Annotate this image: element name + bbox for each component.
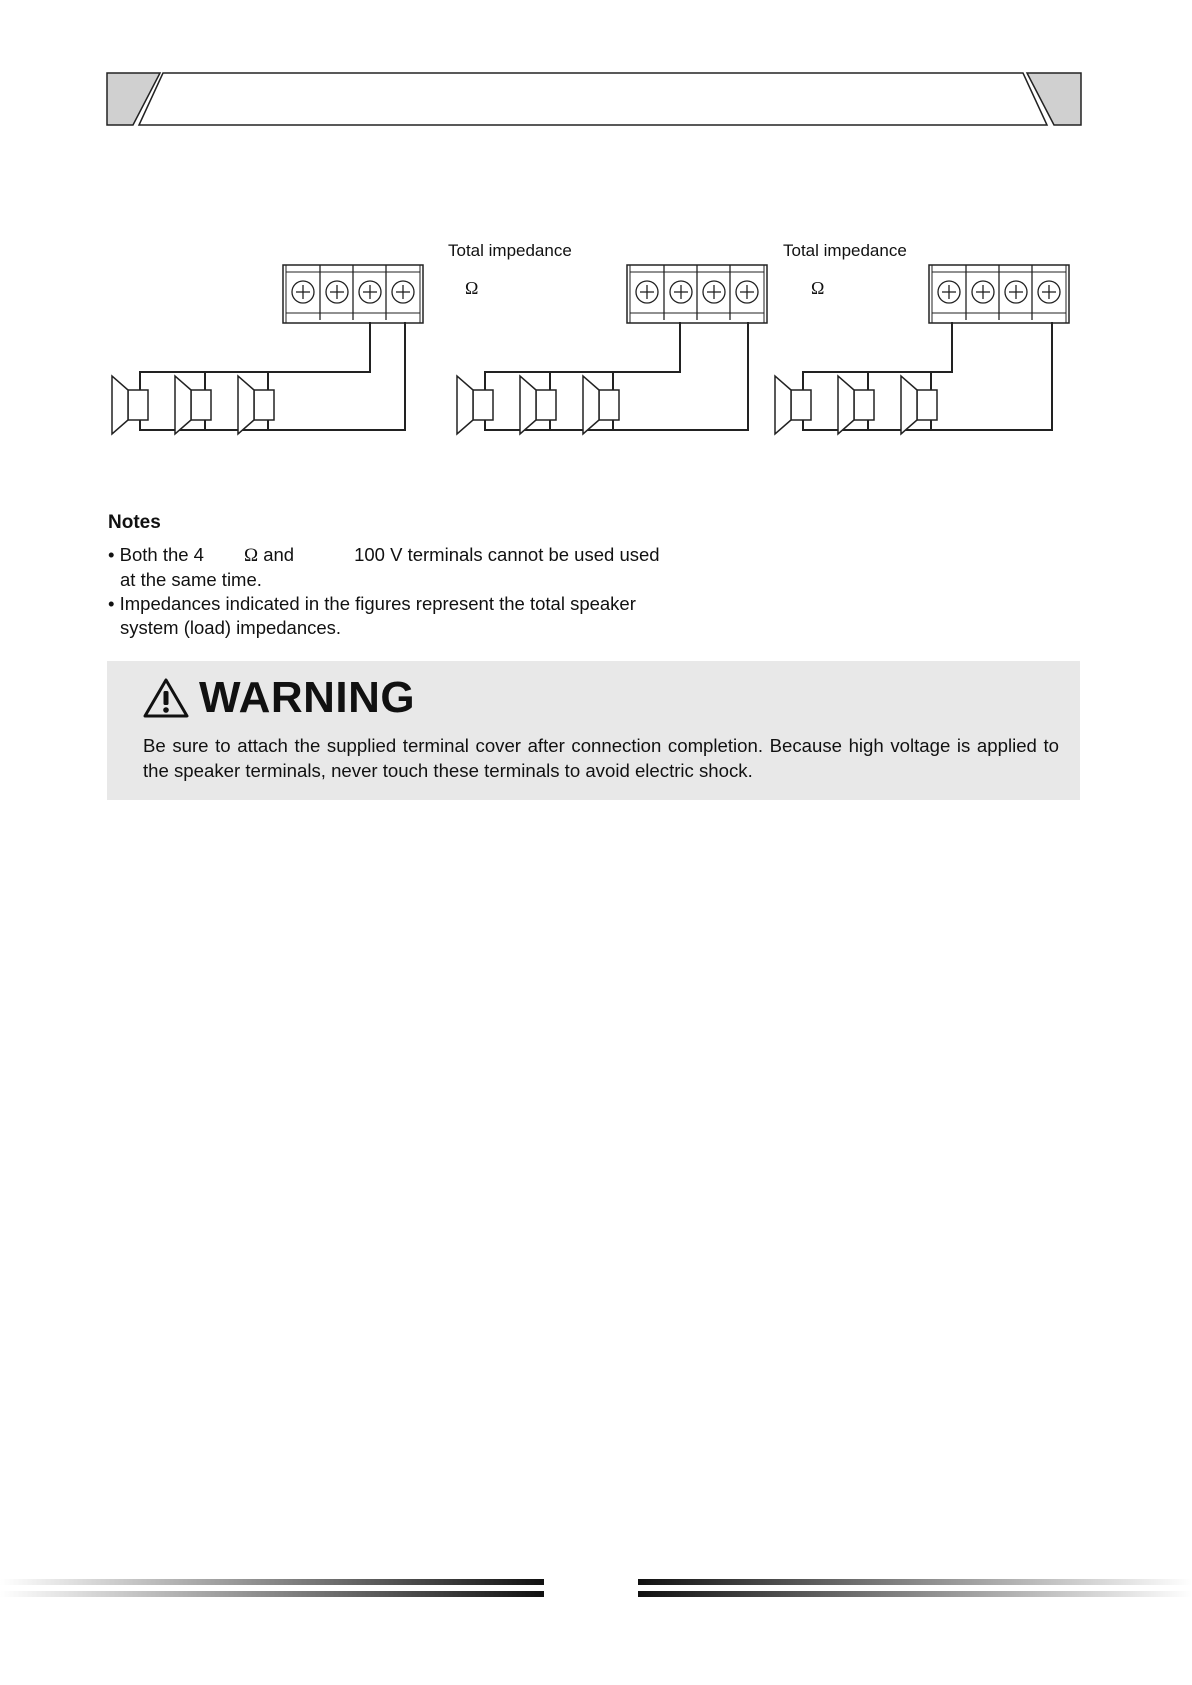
warning-title [143, 673, 415, 723]
note-1-ohm: Ω [243, 545, 259, 566]
note-1-text-b: and [263, 544, 295, 565]
wiring-diagram-1 [112, 265, 423, 434]
warning-text: Be sure to attach the supplied terminal cover after connection completion. Because high voltage is applied to the speaker terminals, never touch these terminals to avoid electric shock. [143, 735, 1059, 781]
ohm-symbol-2: Ω [811, 278, 825, 298]
note-1-text-a: Both the 4 [119, 544, 204, 565]
speaker-icon [775, 376, 811, 434]
terminal-block-3 [929, 265, 1069, 323]
note-1-text-c: 100 V terminals cannot be used used at the same time. [120, 544, 660, 590]
ohm-symbol-1: Ω [465, 278, 479, 298]
footer-bar-right-bottom [638, 1591, 1192, 1597]
terminal-block-2 [627, 265, 767, 323]
header-banner [0, 0, 1192, 140]
footer-bar-left-top [0, 1579, 544, 1585]
footer-bar-left-bottom [0, 1591, 544, 1597]
note-2-text: Impedances indicated in the figures represent the total speaker system (load) impedances. [119, 593, 636, 638]
note-item-1: • Both the 4 Ω and 100 V terminals cannot be used used at the same time. [108, 544, 660, 590]
warning-box [107, 661, 1080, 800]
speaker-icon [112, 376, 148, 434]
total-impedance-label-2: Total impedance [783, 241, 907, 260]
note-item-2: • Impedances indicated in the figures represent the total speaker system (load) impedances. [108, 593, 636, 638]
warning-heading: WARNING [199, 673, 416, 722]
total-impedance-label-1: Total impedance [448, 241, 572, 260]
warning-triangle-icon [143, 677, 189, 719]
notes-section [108, 512, 668, 640]
wiring-diagram-2 [457, 265, 767, 434]
banner-title-bar [139, 73, 1047, 125]
wiring-diagrams [0, 230, 1192, 450]
terminal-block-1 [283, 265, 423, 323]
footer-bars [0, 1575, 1192, 1605]
notes-heading: Notes [108, 512, 161, 533]
footer-bar-right-top [638, 1579, 1192, 1585]
speaker-icon [457, 376, 493, 434]
